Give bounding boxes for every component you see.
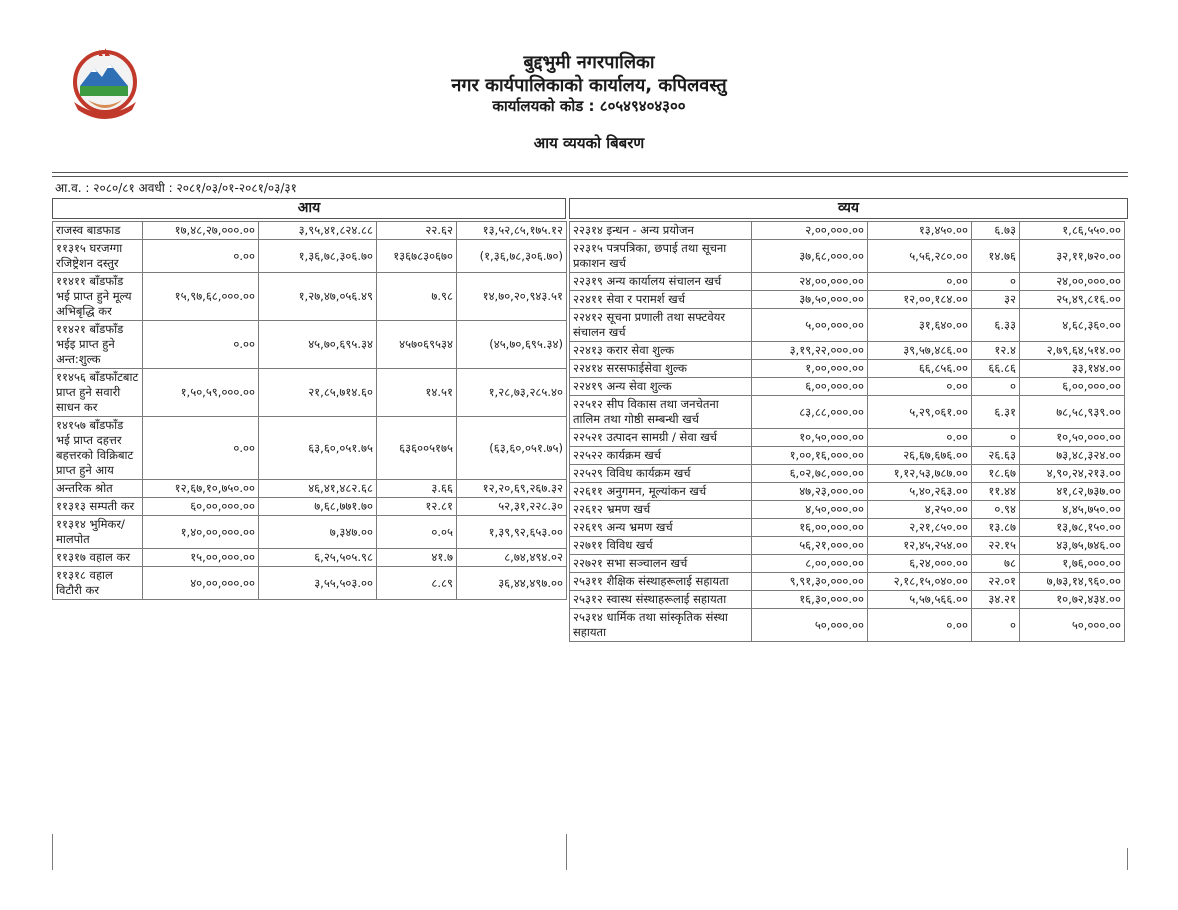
expense-remaining-amount: १०,५०,०००.००	[1020, 429, 1125, 447]
expense-account-label: २२३१९ अन्य कार्यालय संचालन खर्च	[570, 273, 752, 291]
frame-right-edge	[1127, 848, 1128, 870]
expense-account-label: २५३१२ स्वास्थ संस्थाहरूलाई सहायता	[570, 591, 752, 609]
income-account-label: ११४११ बाँडफाँड भई प्राप्त हुने मूल्य अभिबृद्धि कर	[53, 273, 143, 321]
expense-account-label: २२५२९ विविध कार्यक्रम खर्च	[570, 465, 752, 483]
expense-percentage: ६.३१	[972, 396, 1020, 429]
expense-table	[569, 221, 1125, 642]
expense-percentage: ३४.२१	[972, 591, 1020, 609]
income-remaining-amount: (१,३६,७८,३०६.७०)	[457, 240, 567, 273]
income-budget-amount: १७,४८,२७,०००.००	[143, 222, 259, 240]
income-account-label: ११४२१ बाँडफाँड भईइ प्राप्त हुने अन्त:शुल्क	[53, 321, 143, 369]
expense-account-label: २२४१४ सरसफाईसेवा शुल्क	[570, 360, 752, 378]
expense-budget-amount: २४,००,०००.००	[752, 273, 868, 291]
frame-middle-edge	[566, 834, 567, 870]
expense-percentage: ०	[972, 273, 1020, 291]
income-percentage: १३६७८३०६७०	[377, 240, 457, 273]
expense-actual-amount: ५,२९,०६१.००	[868, 396, 972, 429]
expense-remaining-amount: ७३,४८,३२४.००	[1020, 447, 1125, 465]
income-remaining-amount: (६३,६०,०५१.७५)	[457, 417, 567, 480]
expense-percentage: २६.६३	[972, 447, 1020, 465]
income-remaining-amount: ५२,३१,२२८.३०	[457, 498, 567, 516]
expense-remaining-amount: ७८,५८,९३९.००	[1020, 396, 1125, 429]
expense-account-label: २२६१९ अन्य भ्रमण खर्च	[570, 519, 752, 537]
income-table-row	[53, 369, 567, 417]
expense-actual-amount: ३९,५७,४८६.००	[868, 342, 972, 360]
expense-actual-amount: २,१८,१५,०४०.००	[868, 573, 972, 591]
header-divider-secondary	[52, 176, 1128, 177]
report-title: आय व्ययको बिबरण	[533, 134, 645, 152]
expense-percentage: ०.९४	[972, 501, 1020, 519]
expense-table-row	[570, 429, 1125, 447]
income-account-label: ११३१४ भुमिकर/ मालपोत	[53, 516, 143, 549]
income-table-row	[53, 273, 567, 321]
expense-remaining-amount: ४,६८,३६०.००	[1020, 309, 1125, 342]
income-budget-amount: ०.००	[143, 417, 259, 480]
income-actual-amount: ३,९५,४१,८२४.८८	[259, 222, 377, 240]
expense-budget-amount: २,००,०००.००	[752, 222, 868, 240]
office-code: कार्यालयको कोड : ८०५४९४०४३००	[492, 97, 686, 115]
expense-table-row	[570, 309, 1125, 342]
expense-remaining-amount: १,७६,०००.००	[1020, 555, 1125, 573]
income-percentage: १२.८१	[377, 498, 457, 516]
income-table-row	[53, 480, 567, 498]
expense-percentage: ६.३३	[972, 309, 1020, 342]
income-percentage: ६३६००५१७५	[377, 417, 457, 480]
income-budget-amount: ०.००	[143, 240, 259, 273]
expense-table-row	[570, 465, 1125, 483]
expense-table-row	[570, 501, 1125, 519]
expense-actual-amount: १,१२,५३,७८७.००	[868, 465, 972, 483]
expense-budget-amount: ४,५०,०००.००	[752, 501, 868, 519]
expense-account-label: २२६११ अनुगमन, मूल्यांकन खर्च	[570, 483, 752, 501]
income-percentage: १४.५१	[377, 369, 457, 417]
expense-budget-amount: ८,००,०००.००	[752, 555, 868, 573]
expense-table-row	[570, 396, 1125, 429]
expense-table-row	[570, 291, 1125, 309]
income-actual-amount: १,३६,७८,३०६.७०	[259, 240, 377, 273]
income-budget-amount: १२,६७,१०,७५०.००	[143, 480, 259, 498]
income-section-heading: आय	[52, 198, 566, 219]
income-remaining-amount: ८,७४,४९४.०२	[457, 549, 567, 567]
income-budget-amount: ६०,००,०००.००	[143, 498, 259, 516]
expense-remaining-amount: १३,७८,१५०.००	[1020, 519, 1125, 537]
income-table-row	[53, 567, 567, 600]
income-table	[52, 221, 567, 600]
expense-percentage: १२.४	[972, 342, 1020, 360]
income-percentage: ७.९८	[377, 273, 457, 321]
expense-table-row	[570, 591, 1125, 609]
expense-table-row	[570, 483, 1125, 501]
expense-table-row	[570, 519, 1125, 537]
expense-account-label: २२४१२ सूचना प्रणाली तथा सफ्टवेयर संचालन खर्च	[570, 309, 752, 342]
expense-percentage: ६६.८६	[972, 360, 1020, 378]
expense-percentage: ३२	[972, 291, 1020, 309]
income-remaining-amount: ३६,४४,४९७.००	[457, 567, 567, 600]
expense-percentage: २२.१५	[972, 537, 1020, 555]
expense-actual-amount: २,२१,८५०.००	[868, 519, 972, 537]
expense-table-row	[570, 222, 1125, 240]
expense-remaining-amount: २४,००,०००.००	[1020, 273, 1125, 291]
income-actual-amount: ७,३४७.००	[259, 516, 377, 549]
expense-remaining-amount: ४३,७५,७४६.००	[1020, 537, 1125, 555]
expense-table-row	[570, 378, 1125, 396]
expense-budget-amount: ५६,२१,०००.००	[752, 537, 868, 555]
expense-budget-amount: १०,५०,०००.००	[752, 429, 868, 447]
income-remaining-amount: १,३९,९२,६५३.००	[457, 516, 567, 549]
header-divider	[52, 172, 1128, 173]
expense-table-row	[570, 609, 1125, 642]
expense-remaining-amount: ५०,०००.००	[1020, 609, 1125, 642]
income-percentage: २२.६२	[377, 222, 457, 240]
expense-budget-amount: ३७,६८,०००.००	[752, 240, 868, 273]
income-actual-amount: ४६,४१,४८२.६८	[259, 480, 377, 498]
expense-percentage: ६.७३	[972, 222, 1020, 240]
expense-remaining-amount: ३२,११,७२०.००	[1020, 240, 1125, 273]
expense-table-row	[570, 342, 1125, 360]
income-percentage: ०.०५	[377, 516, 457, 549]
expense-percentage: १४.७६	[972, 240, 1020, 273]
income-table-row	[53, 498, 567, 516]
expense-percentage: ०	[972, 429, 1020, 447]
expense-actual-amount: १२,००,१८४.००	[868, 291, 972, 309]
income-percentage: ३.६६	[377, 480, 457, 498]
expense-account-label: २५३१४ धार्मिक तथा सांस्कृतिक संस्था सहायता	[570, 609, 752, 642]
income-actual-amount: ६३,६०,०५१.७५	[259, 417, 377, 480]
expense-remaining-amount: ४,९०,२४,२१३.००	[1020, 465, 1125, 483]
expense-remaining-amount: १०,७२,४३४.००	[1020, 591, 1125, 609]
expense-account-label: २२४१३ करार सेवा शुल्क	[570, 342, 752, 360]
expense-account-label: २५३११ शैक्षिक संस्थाहरूलाई सहायता	[570, 573, 752, 591]
expense-table-row	[570, 537, 1125, 555]
expense-actual-amount: ०.००	[868, 429, 972, 447]
expense-budget-amount: ८३,८८,०००.००	[752, 396, 868, 429]
expense-budget-amount: ५,००,०००.००	[752, 309, 868, 342]
expense-remaining-amount: २,७९,६४,५१४.००	[1020, 342, 1125, 360]
income-account-label: राजस्व बाडफाड	[53, 222, 143, 240]
expense-budget-amount: १,००,०००.००	[752, 360, 868, 378]
expense-percentage: ०	[972, 609, 1020, 642]
expense-actual-amount: ५,५७,५६६.००	[868, 591, 972, 609]
income-actual-amount: ७,६८,७७१.७०	[259, 498, 377, 516]
expense-remaining-amount: २५,४९,८१६.००	[1020, 291, 1125, 309]
expense-table-row	[570, 555, 1125, 573]
expense-actual-amount: २६,६७,६७६.००	[868, 447, 972, 465]
income-actual-amount: ४५,७०,६९५.३४	[259, 321, 377, 369]
expense-remaining-amount: १,८६,५५०.००	[1020, 222, 1125, 240]
expense-account-label: २२४११ सेवा र परामर्श खर्च	[570, 291, 752, 309]
expense-table-row	[570, 273, 1125, 291]
income-table-row	[53, 417, 567, 480]
expense-table-row	[570, 360, 1125, 378]
expense-account-label: २२३१४ इन्धन - अन्य प्रयोजन	[570, 222, 752, 240]
expense-actual-amount: ५,५६,२८०.००	[868, 240, 972, 273]
income-percentage: ४१.७	[377, 549, 457, 567]
expense-account-label: २२४१९ अन्य सेवा शुल्क	[570, 378, 752, 396]
income-actual-amount: ३,५५,५०३.००	[259, 567, 377, 600]
expense-account-label: २२५२१ उत्पादन सामग्री / सेवा खर्च	[570, 429, 752, 447]
income-budget-amount: ०.००	[143, 321, 259, 369]
income-budget-amount: ४०,००,०००.००	[143, 567, 259, 600]
expense-budget-amount: ३,१९,२२,०००.००	[752, 342, 868, 360]
expense-remaining-amount: ४१,८२,७३७.००	[1020, 483, 1125, 501]
expense-account-label: २२५१२ सीप विकास तथा जनचेतना तालिम तथा गोष्ठी सम्बन्धी खर्च	[570, 396, 752, 429]
office-name: नगर कार्यपालिकाको कार्यालय, कपिलवस्तु	[451, 75, 727, 96]
income-table-row	[53, 321, 567, 369]
expense-percentage: १३.८७	[972, 519, 1020, 537]
expense-actual-amount: १२,४५,२५४.००	[868, 537, 972, 555]
income-account-label: अन्तरिक श्रोत	[53, 480, 143, 498]
income-actual-amount: १,२७,४७,०५६.४९	[259, 273, 377, 321]
expense-actual-amount: ०.००	[868, 609, 972, 642]
expense-table-row	[570, 240, 1125, 273]
expense-actual-amount: ६,२४,०००.००	[868, 555, 972, 573]
income-table-row	[53, 516, 567, 549]
expense-table-row	[570, 447, 1125, 465]
expense-account-label: २२५२२ कार्यक्रम खर्च	[570, 447, 752, 465]
expense-actual-amount: ६६,८५६.००	[868, 360, 972, 378]
expense-budget-amount: १,००,१६,०००.००	[752, 447, 868, 465]
expense-actual-amount: ४,२५०.००	[868, 501, 972, 519]
fiscal-period: आ.व. : २०८०/८१ अवधी : २०८१/०३/०१-२०८१/०३/३१	[55, 181, 297, 195]
income-percentage: ८.८९	[377, 567, 457, 600]
expense-actual-amount: ०.००	[868, 273, 972, 291]
expense-account-label: २२६१२ भ्रमण खर्च	[570, 501, 752, 519]
income-account-label: ११४५६ बाँडफाँटबाट प्राप्त हुने सवारी साधन कर	[53, 369, 143, 417]
income-remaining-amount: (४५,७०,६९५.३४)	[457, 321, 567, 369]
income-budget-amount: १५,००,०००.००	[143, 549, 259, 567]
income-table-row	[53, 222, 567, 240]
income-remaining-amount: १३,५२,८५,१७५.१२	[457, 222, 567, 240]
expense-remaining-amount: ७,७३,१४,९६०.००	[1020, 573, 1125, 591]
income-actual-amount: २१,८५,७१४.६०	[259, 369, 377, 417]
income-percentage: ४५७०६९५३४	[377, 321, 457, 369]
income-account-label: ११३१५ घरजग्गा रजिष्ट्रेशन दस्तुर	[53, 240, 143, 273]
income-remaining-amount: १४,७०,२०,९४३.५१	[457, 273, 567, 321]
expense-remaining-amount: ४,४५,७५०.००	[1020, 501, 1125, 519]
income-account-label: ११३१८ वहाल विटौरी कर	[53, 567, 143, 600]
income-table-row	[53, 240, 567, 273]
expense-table-row	[570, 573, 1125, 591]
expense-percentage: २२.०१	[972, 573, 1020, 591]
income-actual-amount: ६,२५,५०५.९८	[259, 549, 377, 567]
expense-budget-amount: ६,०२,७८,०००.००	[752, 465, 868, 483]
expense-account-label: २२३१५ पत्रपत्रिका, छपाई तथा सूचना प्रकाशन खर्च	[570, 240, 752, 273]
expense-actual-amount: ३१,६४०.००	[868, 309, 972, 342]
income-budget-amount: १,४०,००,०००.००	[143, 516, 259, 549]
expense-remaining-amount: ६,००,०००.००	[1020, 378, 1125, 396]
income-account-label: १४१५७ बाँडफाँड भई प्राप्त दहत्तर बहत्तरको विक्रिबाट प्राप्त हुने आय	[53, 417, 143, 480]
organization-name: बुद्दभुमी नगरपालिका	[523, 52, 655, 73]
expense-account-label: २२७११ विविध खर्च	[570, 537, 752, 555]
expense-account-label: २२७२१ सभा सञ्चालन खर्च	[570, 555, 752, 573]
income-budget-amount: १५,९७,६८,०००.००	[143, 273, 259, 321]
expense-budget-amount: ९,९१,३०,०००.००	[752, 573, 868, 591]
expense-section-heading: व्यय	[569, 198, 1128, 219]
income-account-label: ११३१३ सम्पती कर	[53, 498, 143, 516]
expense-budget-amount: १६,३०,०००.००	[752, 591, 868, 609]
income-account-label: ११३१७ वहाल कर	[53, 549, 143, 567]
income-remaining-amount: १,२८,७३,२८५.४०	[457, 369, 567, 417]
expense-percentage: १८.६७	[972, 465, 1020, 483]
expense-actual-amount: १३,४५०.००	[868, 222, 972, 240]
expense-actual-amount: ५,४०,२६३.००	[868, 483, 972, 501]
expense-percentage: ११.४४	[972, 483, 1020, 501]
expense-budget-amount: ४७,२३,०००.००	[752, 483, 868, 501]
expense-percentage: ७८	[972, 555, 1020, 573]
income-budget-amount: १,५०,५९,०००.००	[143, 369, 259, 417]
expense-remaining-amount: ३३,१४४.००	[1020, 360, 1125, 378]
expense-budget-amount: १६,००,०००.००	[752, 519, 868, 537]
expense-actual-amount: ०.००	[868, 378, 972, 396]
expense-budget-amount: ५०,०००.००	[752, 609, 868, 642]
expense-budget-amount: ३७,५०,०००.००	[752, 291, 868, 309]
frame-left-edge	[52, 834, 53, 870]
income-remaining-amount: १२,२०,६९,२६७.३२	[457, 480, 567, 498]
expense-percentage: ०	[972, 378, 1020, 396]
income-table-row	[53, 549, 567, 567]
expense-budget-amount: ६,००,०००.००	[752, 378, 868, 396]
